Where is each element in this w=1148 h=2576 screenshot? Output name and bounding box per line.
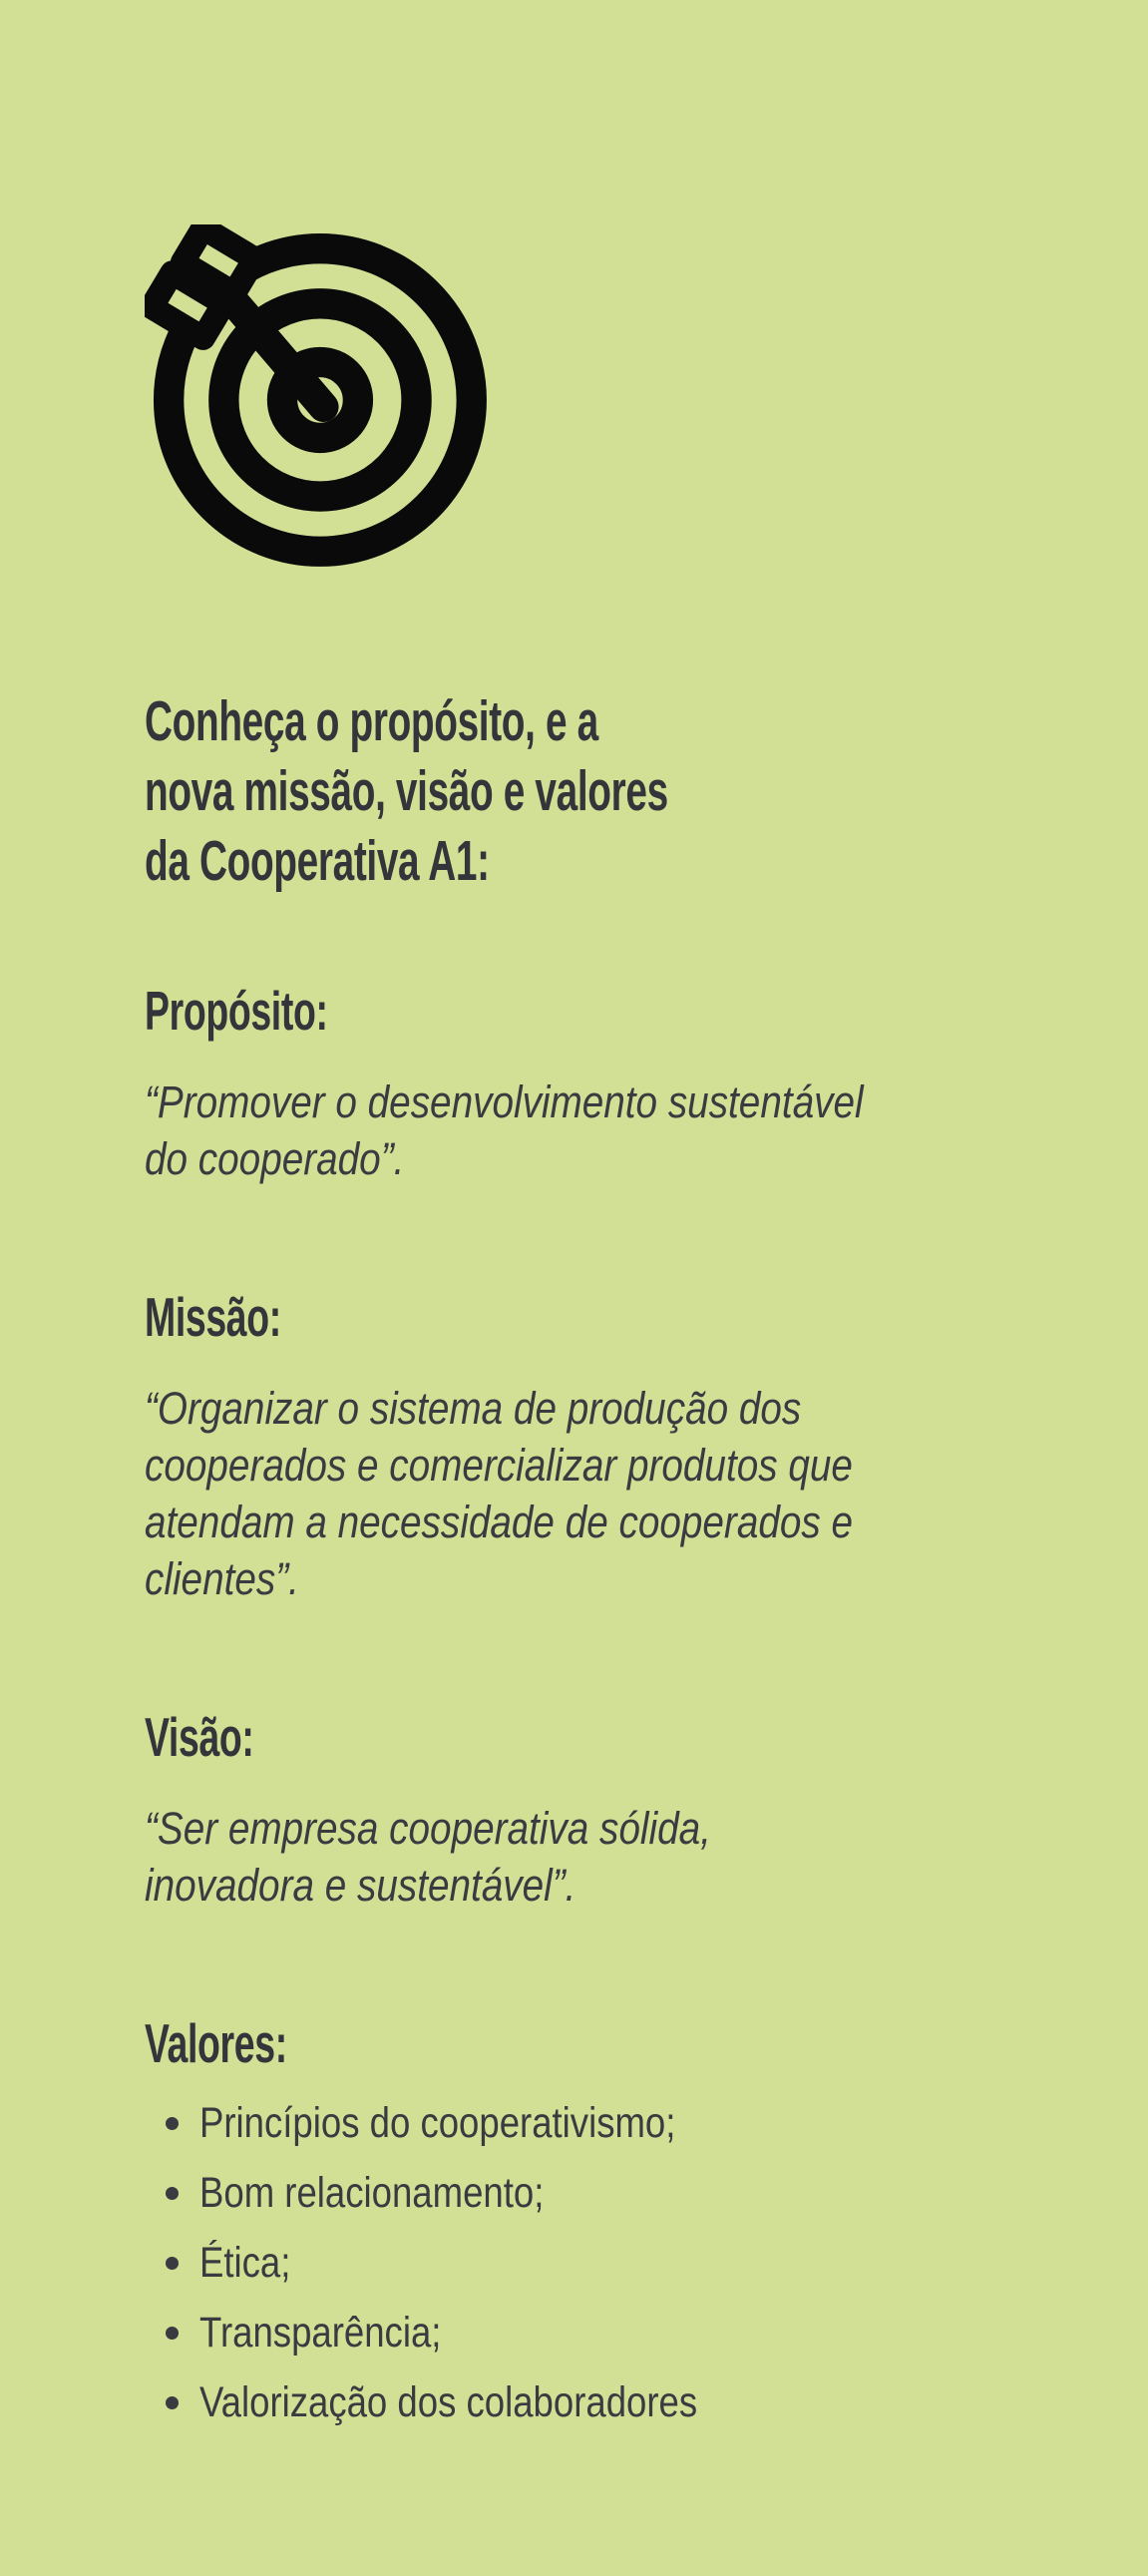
page-title-line: da Cooperativa A1: [145,829,490,893]
page-title-line: nova missão, visão e valores [145,759,668,823]
quote-line: cooperados e comercializar produtos que [145,1440,853,1491]
bullet-dot-icon [166,2396,179,2409]
quote-line: do cooperado”. [145,1133,405,1184]
values-list [145,2088,1108,2437]
proposito-quote [145,1073,1108,1187]
list-item [145,2298,1108,2367]
list-item [145,2158,1108,2228]
bullet-dot-icon [166,2117,179,2130]
list-item-label: Princípios do cooperativismo; [199,2099,676,2147]
section-title-proposito: Propósito: [145,980,328,1042]
list-item [145,2367,1108,2437]
missao-quote [145,1380,1108,1607]
bullet-dot-icon [166,2257,179,2270]
bullet-dot-icon [166,2327,179,2340]
list-item [145,2088,1108,2158]
section-title-valores: Valores: [145,2012,287,2074]
section-title-missao: Missão: [145,1286,281,1348]
bullet-dot-icon [166,2187,179,2200]
list-item-label: Bom relacionamento; [199,2169,545,2217]
list-item-label: Valorização dos colaboradores [199,2378,698,2426]
section-proposito [145,976,1108,1187]
section-visao [145,1702,1108,1914]
section-valores [145,2008,1108,2437]
list-item-label: Ética; [199,2239,291,2287]
section-title-visao: Visão: [145,1706,254,1768]
quote-line: clientes”. [145,1553,299,1604]
quote-line: “Ser empresa cooperativa sólida, [145,1803,711,1854]
quote-line: “Organizar o sistema de produção dos [145,1383,802,1434]
page-title [145,686,1108,896]
list-item-label: Transparência; [199,2309,442,2357]
visao-quote [145,1800,1108,1914]
quote-line: atendam a necessidade de cooperados e [145,1497,854,1547]
quote-line: inovadora e sustentável”. [145,1860,576,1911]
section-missao [145,1282,1108,1607]
list-item [145,2228,1108,2298]
page-title-line: Conheça o propósito, e a [145,689,598,753]
quote-line: “Promover o desenvolvimento sustentável [145,1076,864,1127]
target-bullseye-with-dart-icon [145,224,489,569]
